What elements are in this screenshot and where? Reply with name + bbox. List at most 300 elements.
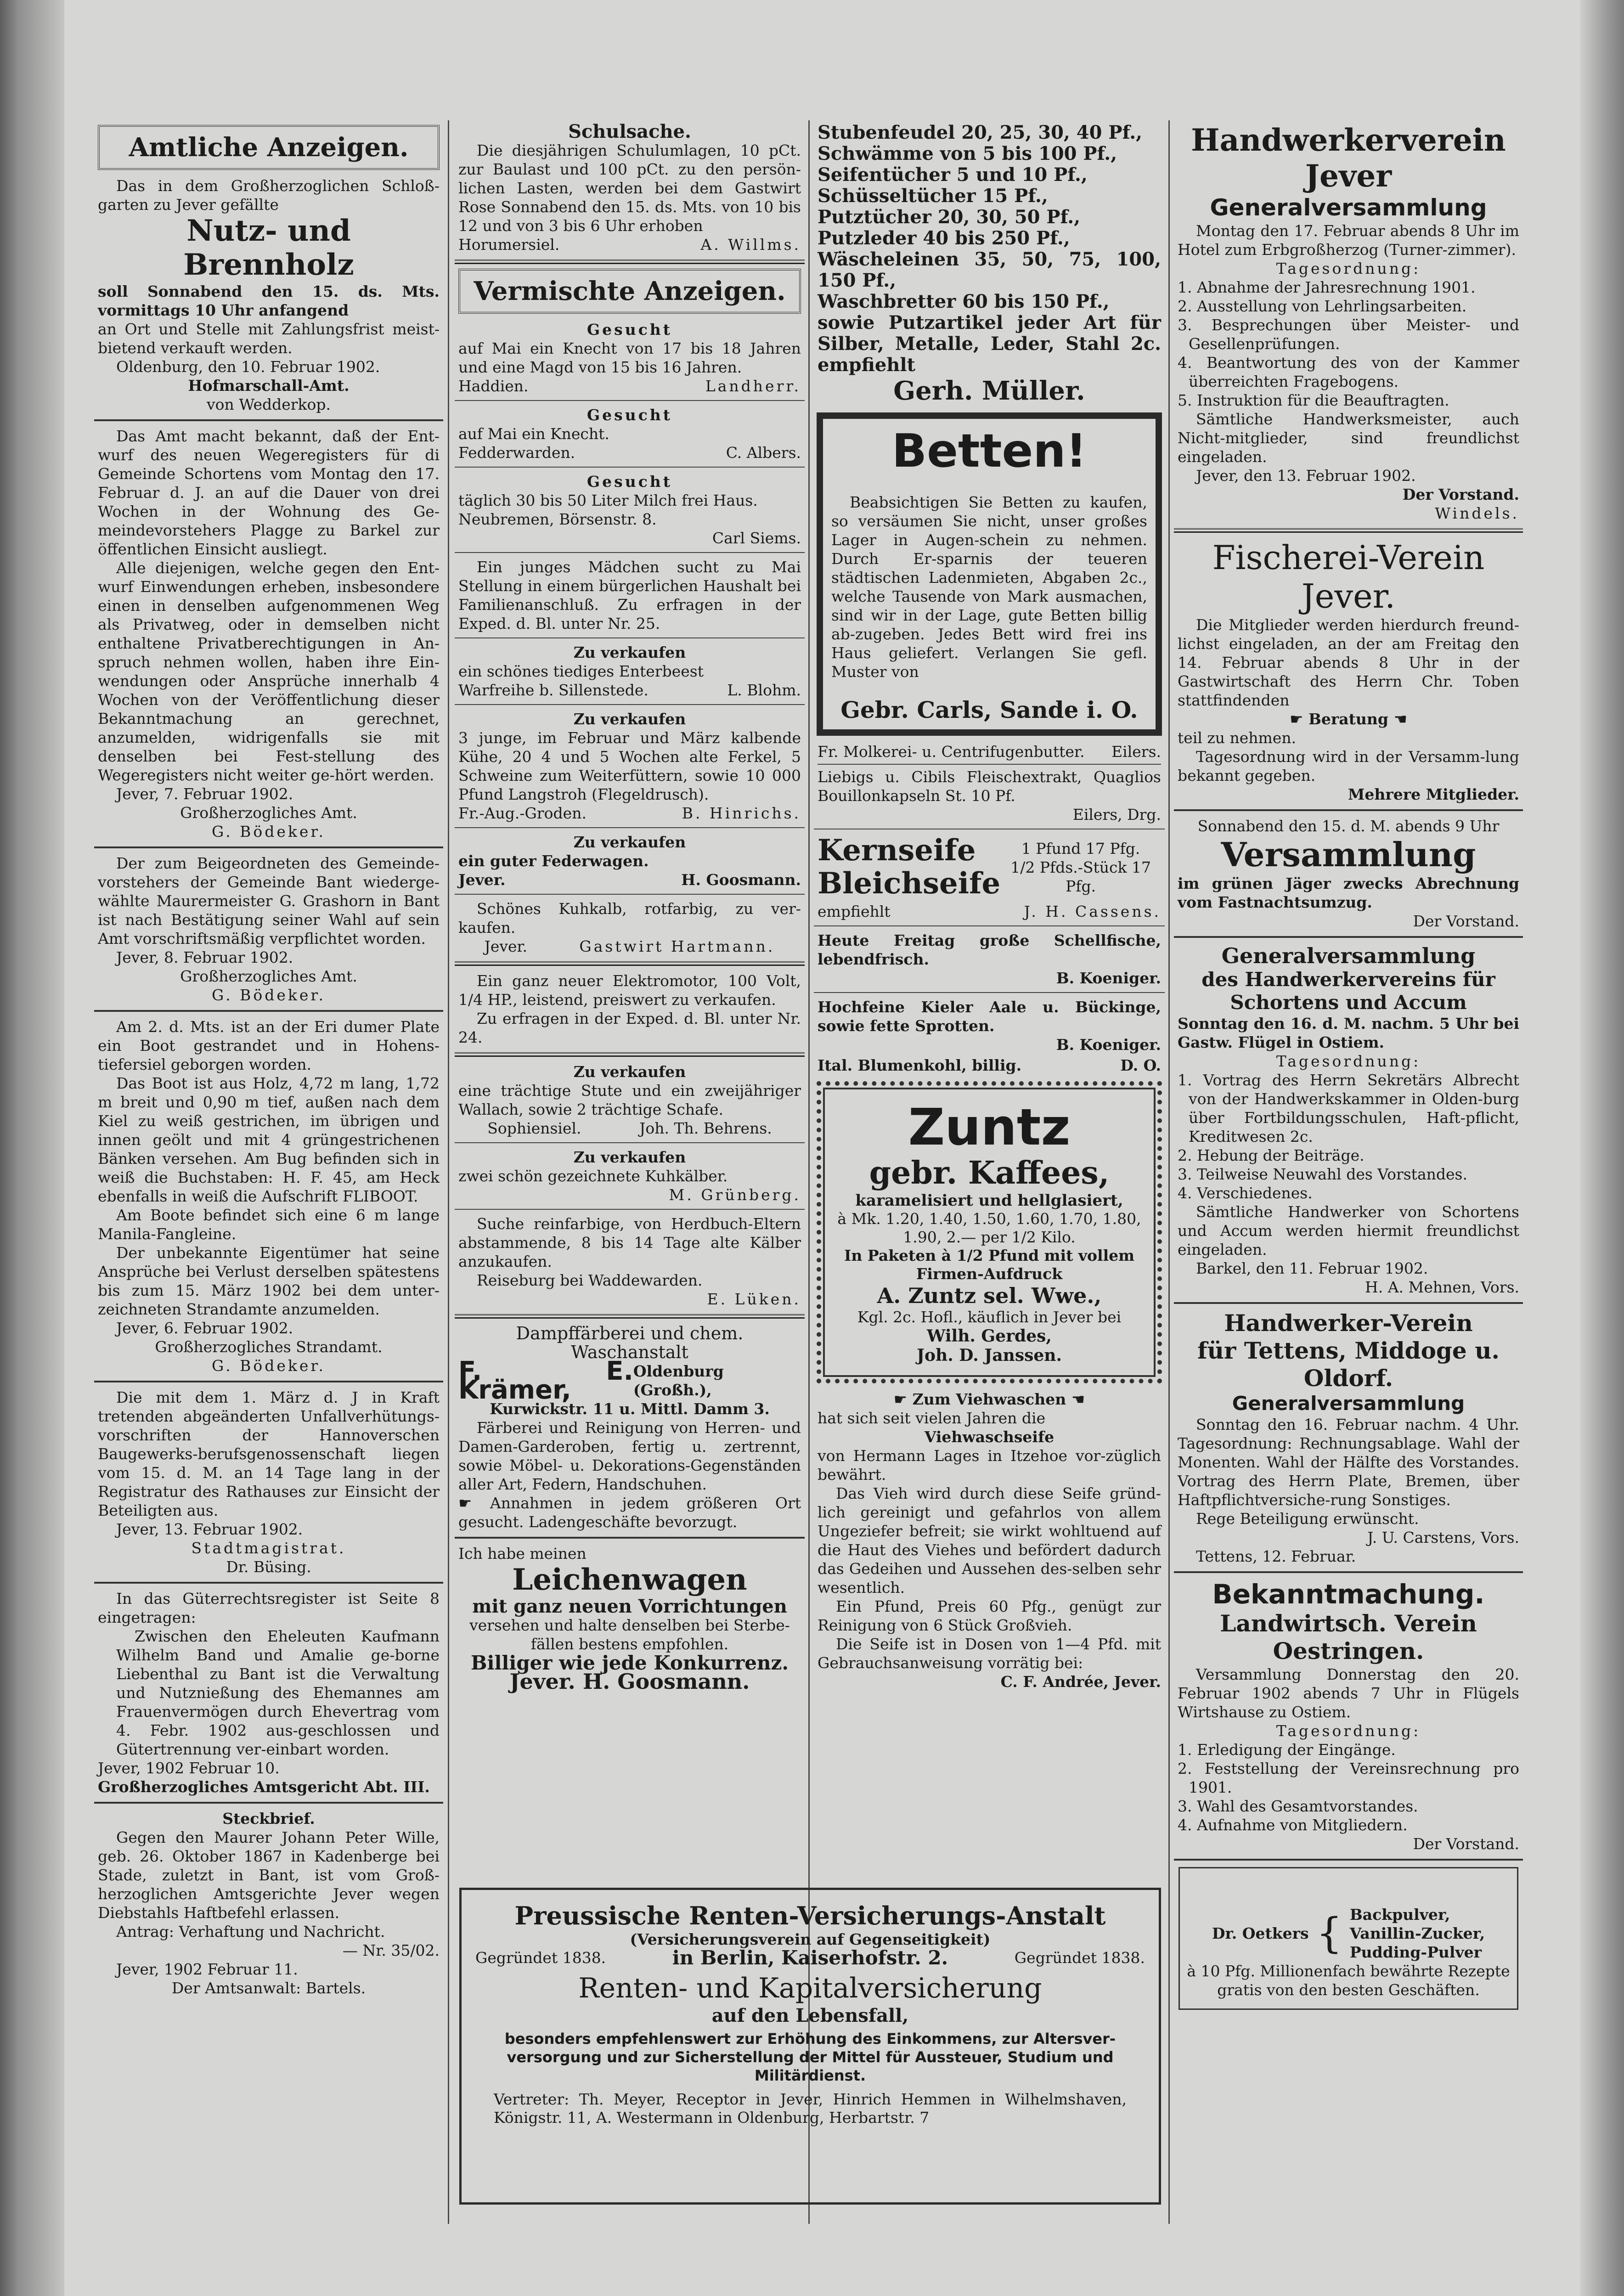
ad-steckbrief	[94, 1807, 443, 1999]
date: Jever, 8. Februar 1902.	[116, 948, 293, 966]
ad-schellfische	[814, 929, 1165, 989]
signature-row	[458, 377, 801, 395]
signature: Der Vorstand.	[1402, 485, 1519, 503]
text: Das in dem Großherzoglichen Schloß-garten zu Jever gefällte	[98, 177, 440, 214]
place: Sophiensiel.	[487, 1119, 581, 1137]
headline	[818, 1390, 1161, 1409]
signature: J. H. Cassens.	[1024, 903, 1161, 920]
text: ein schönes tiediges Enterbeest	[458, 662, 704, 680]
text: Schwämme von 5 bis 100 Pf.,	[818, 143, 1117, 164]
signature: Großherzogliches Amt.	[180, 804, 357, 822]
divider	[455, 637, 805, 638]
text: Versammlung Donnerstag den 20. Februar 1902 abends 7 Uhr in Flügels Wirtshause zu Ostiem.	[1178, 1665, 1519, 1721]
headline: Fischerei-Verein Jever.	[1212, 538, 1485, 615]
company-name: F. E. Krämer,	[458, 1356, 633, 1405]
signature: Stadtmagistrat.	[191, 1539, 346, 1557]
ad-unfall	[94, 1386, 443, 1578]
founded: Gegründet 1838.	[1014, 1949, 1145, 1967]
agenda-item: 1. Vortrag des Herrn Sekretärs Albrecht von der Handwerkskammer in Olden-burg über Fortbildungsschulen, Haft-pflicht, Kreditwesen 2c.	[1178, 1071, 1519, 1145]
text: Alle diejenigen, welche gegen den Ent-wurf Einwendungen erheben, insbesondere einen in denselben aufgenommenen Weg als Privatweg, oder in demselben nicht enthaltene Privatberechtigungen in An-spruch nehmen wollen, haben ihre Ein-wendungen oder Ansprüche innerhalb 4 Wochen von der Veröffentlichung dieser Bekanntmachung an gerechnet, anzumelden, widrigenfalls sie mit denselben bei Fest-stellung des Wegeregisters nicht weiter ge-hört werden.	[98, 559, 440, 784]
signature: Mehrere Mitglieder.	[1348, 785, 1519, 803]
divider	[455, 1314, 805, 1319]
subheadline: gebr. Kaffees,	[869, 1155, 1110, 1191]
text: Das Boot ist aus Holz, 4,72 m lang, 1,72 m breit und 0,90 m tief, außen nach dem Kiel zu weiß gestrichen, im übrigen und innen geölt und mit 4 grüngestrichenen Bänken versehen. Am Bug befinden sich in weiß die Buchstaben: H. F. 45, am Heck ebenfalls in weiß die Aufschrift FLIBOOT.	[98, 1074, 440, 1205]
text: Sämtliche Handwerksmeister, auch Nicht-mitglieder, sind freundlichst eingeladen.	[1178, 410, 1519, 466]
headline: Zu verkaufen	[573, 710, 686, 728]
signature: Landherr.	[705, 377, 801, 395]
text: besonders empfehlenswert zur Erhöhung des Einkommens, zur Altersver-versorgung und zur Sicherstellung der Mittel für Aussteuer, Studium und Militärdienst.	[504, 2030, 1116, 2084]
signature-row	[458, 804, 801, 823]
agenda-item: 4. Verschiedenes.	[1178, 1184, 1313, 1202]
text: Tagesordnung:	[1276, 1052, 1421, 1070]
ad-gesucht-2	[455, 404, 805, 464]
date: Jever, 7. Februar 1902.	[116, 785, 293, 803]
text: versehen und halte denselben bei Sterbe-fällen bestens empfohlen.	[469, 1616, 790, 1653]
divider	[455, 259, 805, 264]
headline: Zu verkaufen	[573, 643, 686, 661]
text: Beabsichtigen Sie Betten zu kaufen, so versäumen Sie nicht, unser großes Lager in Augen-schein zu nehmen. Durch Er-sparnis der teueren städtischen Ladenmieten, Abgaben 2c., welche Tausende von Mark ausmachen, sind wir in der Lage, gute Betten billig ab-zugeben. Jedes Bett wird frei ins Haus geliefert. Verlangen Sie gefl. Muster von	[831, 493, 1147, 681]
text: Der unbekannte Eigentümer hat seine Ansprüche bei Verlust derselben spätestens bis zum 15. März 1902 bei dem unter-zeichneten Strandamte anzumelden.	[98, 1244, 440, 1318]
divider	[455, 1142, 805, 1143]
prices: à Mk. 1.20, 1.40, 1.50, 1.60, 1.70, 1.80, 1.90, 2.— per 1/2 Kilo.	[837, 1210, 1141, 1246]
divider	[94, 419, 443, 421]
headline: Leichenwagen	[512, 1563, 747, 1597]
brand-name: Dr. Oetkers	[1212, 1924, 1309, 1942]
divider	[455, 400, 805, 401]
date: Oldenburg, den 10. Februar 1902.	[116, 358, 380, 376]
product-name: Viehwaschseife	[924, 1428, 1054, 1446]
amtliche-anzeigen-header: Amtliche Anzeigen.	[98, 125, 440, 170]
text: Ein Pfund, Preis 60 Pfg., genügt zur Reinigung von 6 Stück Großvieh.	[818, 1597, 1161, 1634]
name-row	[458, 1356, 801, 1405]
ad-leichenwagen	[455, 1542, 805, 1693]
founded: Gegründet 1838.	[475, 1949, 606, 1967]
divider	[94, 846, 443, 848]
signature: G. Bödeker.	[211, 986, 326, 1004]
text: eine trächtige Stute und ein zweijähriger Wallach, sowie 2 trächtige Schafe.	[458, 1082, 801, 1118]
column-rule	[448, 120, 449, 2224]
headline: Steckbrief.	[222, 1810, 315, 1828]
divider	[455, 1209, 805, 1210]
signature: B. Hinrichs.	[682, 804, 801, 822]
headline: Nutz- und Brennholz	[183, 214, 354, 282]
text: Die Seife ist in Dosen von 1—4 Pfd. mit Gebrauchsanweisung vorrätig bei:	[818, 1635, 1161, 1672]
text: 3 junge, im Februar und März kalbende Kühe, 20 4 und 5 Wochen alte Ferkel, 5 Schweine zum Weiterfüttern, sowie 10 000 Pfund Langstroh (Flegeldrusch).	[458, 729, 801, 803]
headline: Versammlung	[1221, 835, 1476, 874]
signature: Joh. Th. Behrens.	[639, 1119, 772, 1137]
signature: E. Lüken.	[707, 1290, 801, 1308]
ad-schulsache	[455, 120, 805, 256]
ad-boot	[94, 1015, 443, 1377]
pointing-hand-icon: ☛	[1289, 710, 1309, 728]
place: Haddien.	[458, 377, 529, 395]
address: Kurwickstr. 11 u. Mittl. Damm 3.	[490, 1400, 770, 1418]
ad-eilers	[814, 740, 1165, 826]
signature: C. F. Andrée, Jever.	[1000, 1673, 1161, 1691]
founded-row	[475, 1946, 1145, 1969]
ad-gueterrecht	[94, 1587, 443, 1798]
agenda-item: 5. Instruktion für die Beauftragten.	[1178, 391, 1449, 409]
text: Putztücher 20, 30, 50 Pf.,	[818, 206, 1081, 228]
signature: Eilers, Drg.	[1072, 806, 1161, 824]
headline: Zu verkaufen	[573, 833, 686, 851]
divider	[94, 1010, 443, 1012]
divider	[1174, 936, 1523, 938]
ad-gv-schortens	[1174, 942, 1523, 1298]
product-names	[818, 834, 1000, 900]
text: hat sich seit vielen Jahren die	[818, 1409, 1046, 1427]
text: Tagesordnung:	[1276, 1722, 1421, 1740]
column-1	[94, 120, 443, 2233]
ad-handwerkerverein-jever	[1174, 120, 1523, 525]
place: Warfreihe b. Sillenstede.	[458, 681, 648, 699]
ad-verkaufen-6	[455, 1146, 805, 1206]
text: Gegen den Maurer Johann Peter Wille, geb. 26. Oktober 1867 in Kadenberge bei Stade, zuletzt in Bant, ist vom Groß-herzoglichen Amtsgerichte Jever wegen Diebstahls Haftbefehl erlassen.	[98, 1828, 440, 1922]
text-row	[458, 1494, 801, 1531]
text: Heute Freitag große Schellfische, lebendfrisch.	[818, 931, 1161, 968]
signature: J. U. Carstens, Vors.	[1367, 1529, 1519, 1546]
text: Beratung	[1308, 710, 1388, 728]
text-row	[1178, 710, 1519, 728]
signature: Gastwirt Hartmann.	[579, 937, 775, 955]
signature: Carl Siems.	[712, 529, 801, 547]
text: teil zu nehmen.	[1178, 729, 1297, 747]
text: Suche reinfarbige, von Herdbuch-Eltern abstammende, 8 bis 14 Tage alte Kälber anzukaufen.	[458, 1215, 801, 1270]
divider	[455, 894, 805, 895]
price: 1/2 Pfds.-Stück 17 Pfg.	[1010, 858, 1151, 895]
text: auf Mai ein Knecht.	[458, 425, 609, 443]
divider	[1174, 1302, 1523, 1304]
ad-brennholz	[94, 175, 443, 416]
column-4	[1174, 120, 1523, 2233]
date: Tettens, 12. Februar.	[1196, 1547, 1356, 1565]
product-name: Bleichseife	[818, 866, 1001, 901]
text: Antrag: Verhaftung und Nachricht.	[116, 1923, 385, 1941]
prices	[1000, 839, 1161, 896]
vermischte-anzeigen-header: Vermischte Anzeigen.	[458, 269, 801, 314]
divider	[455, 961, 805, 966]
text: — Nr. 35/02.	[342, 1941, 440, 1959]
signature: Eilers.	[1111, 743, 1161, 761]
agenda-item: 3. Teilweise Neuwahl des Vorstandes.	[1178, 1165, 1467, 1183]
text: Dampffärberei und chem. Waschanstalt	[516, 1323, 744, 1362]
divider	[455, 1052, 805, 1057]
ad-kuhkalb	[455, 897, 805, 958]
signature: G. Bödeker.	[211, 1357, 326, 1375]
subheadline: Generalversammlung	[1210, 194, 1487, 221]
text: Montag den 17. Februar abends 8 Uhr im Hotel zum Erbgroßherzog (Turner-zimmer).	[1178, 222, 1519, 259]
text: karamelisiert und hellglasiert,	[855, 1191, 1123, 1210]
signature: L. Blohm.	[727, 681, 801, 699]
ad-elektromotor	[455, 970, 805, 1049]
text: von Hermann Lages in Itzehoe vor-züglich bewährt.	[818, 1447, 1161, 1484]
text: Annahmen in jedem größeren Ort gesucht. Ladengeschäfte bevorzugt.	[458, 1494, 801, 1531]
pointing-hand-icon: ☛	[893, 1390, 913, 1408]
signature-row	[458, 681, 801, 700]
signature: Hofmarschall-Amt.	[188, 377, 350, 395]
divider	[1174, 528, 1523, 533]
signature: Windels.	[1435, 504, 1519, 522]
text: Ein junges Mädchen sucht zu Mai Stellung in einem bürgerlichen Haushalt bei Familienanschluß. Zu erfragen in der Exped. d. Bl. unter Nr. 25.	[458, 558, 801, 632]
headline: Zuntz	[908, 1098, 1071, 1156]
text: Sonnabend den 15. d. M. abends 9 Uhr	[1197, 817, 1500, 835]
signature: H. Goosmann.	[681, 871, 801, 889]
divider	[94, 1582, 443, 1584]
price: 1 Pfund 17 Pfg.	[1021, 839, 1140, 857]
signature: Der Vorstand.	[1413, 912, 1519, 930]
text-row	[818, 742, 1161, 761]
date: Jever, 1902 Februar 10.	[98, 1759, 280, 1777]
headline: Schulsache.	[568, 121, 691, 142]
date: Barkel, den 11. Februar 1902.	[1196, 1259, 1428, 1277]
headline: Bekanntmachung.	[1212, 1579, 1485, 1610]
text: im grünen Jäger zwecks Abrechnung vom Fastnachtsumzug.	[1178, 874, 1519, 911]
dealer: Joh. D. Janssen.	[917, 1346, 1062, 1365]
text: Ital. Blumenkohl, billig.	[818, 1056, 1022, 1074]
signature: Dr. Büsing.	[226, 1558, 311, 1576]
ad-verkaufen-1	[455, 641, 805, 701]
signature: M. Grünberg.	[669, 1186, 801, 1204]
location: Oldenburg (Großh.),	[633, 1362, 724, 1399]
ad-fischerei-verein	[1174, 536, 1523, 806]
ad-kraemer	[455, 1322, 805, 1533]
ad-aale	[814, 996, 1165, 1056]
text: Ein ganz neuer Elektromotor, 100 Volt, 1/4 HP., leistend, preiswert zu verkaufen.	[458, 972, 801, 1009]
signature-row	[458, 443, 801, 462]
ad-kernseife	[814, 832, 1165, 902]
text: Hochfeine Kieler Aale u. Bückinge, sowie fette Sprotten.	[818, 998, 1161, 1035]
dealer: Wilh. Gerdes,	[927, 1326, 1052, 1346]
divider	[1174, 1859, 1523, 1861]
agenda-item: 1. Abnahme der Jahresrechnung 1901.	[1178, 278, 1476, 296]
product-list	[1350, 1905, 1485, 1962]
signature: H. A. Mehnen, Vors.	[1365, 1278, 1519, 1296]
text: Ich habe meinen	[458, 1545, 586, 1563]
ad-zuntz	[817, 1081, 1162, 1383]
divider	[94, 1381, 443, 1382]
headline: Zu verkaufen	[573, 1063, 686, 1081]
ad-verkaufen-3	[455, 831, 805, 891]
text: soll Sonnabend den 15. ds. Mts. vormittags 10 Uhr anfangend	[98, 282, 440, 319]
ad-gesucht-1	[455, 318, 805, 397]
text: Am 2. d. Mts. ist an der Eri dumer Plate ein Boot gestrandet und in Hohens-tiefersiel geborgen worden.	[98, 1018, 440, 1073]
agenda-item: 4. Beantwortung des von der Kammer überreichten Fragebogens.	[1178, 354, 1519, 390]
text: mit ganz neuen Vorrichtungen	[472, 1596, 787, 1617]
ad-renten-versicherung	[459, 1888, 1161, 2205]
subheadline: Landwirtsch. Verein Oestringen.	[1220, 1610, 1477, 1664]
place: Fr.-Aug.-Groden.	[458, 804, 586, 822]
subheadline: für Tettens, Middoge u. Oldorf.	[1197, 1337, 1500, 1392]
signature: Großherzogliches Strandamt.	[155, 1338, 383, 1356]
signature: Der Amtsanwalt: Bartels.	[171, 1979, 366, 1997]
signature: Der Vorstand.	[1413, 1835, 1519, 1853]
signature: Gebr. Carls, Sande i. O.	[840, 696, 1138, 723]
ad-bekanntmachung	[1174, 1577, 1523, 1855]
divider	[814, 925, 1165, 926]
divider	[455, 552, 805, 553]
text: Zwischen den Eheleuten Kaufmann Wilhelm Band und Amalie ge-borne Liebenthal zu Bant ist die Verwaltung und Nutznießung des Ehemannes am Frauenvermögen durch Ehevertrag vom 4. Febr. 1902 aus-geschlossen und Gütertrennung ver-einbart worden.	[116, 1627, 440, 1758]
text: Stubenfeudel 20, 25, 30, 40 Pf.,	[818, 122, 1143, 143]
signature: B. Koeniger.	[1056, 969, 1161, 987]
pointing-hand-icon: ☛	[458, 1494, 490, 1512]
divider	[455, 467, 805, 468]
signature: B. Koeniger.	[1056, 1036, 1161, 1054]
headline: Renten- und Kapitalversicherung	[578, 1972, 1042, 2004]
signature-row	[458, 937, 801, 956]
place: Jever.	[458, 871, 506, 889]
headline: Gesucht	[586, 321, 673, 338]
text: auf Mai ein Knecht von 17 bis 18 Jahren und eine Magd von 15 bis 16 Jahren.	[458, 339, 801, 376]
text: ein guter Federwagen.	[458, 852, 649, 870]
divider	[818, 764, 1161, 765]
text: Das Amt macht bekannt, daß der Ent-wurf des neuen Wegeregisters für di Gemeinde Schortens vom Montag den 17. Februar d. J. an auf die Dauer von drei Wochen in der Wohnung des Ge-meindevorstehers Plagge zu Barkel zur öffentlichen Einsicht ausliegt.	[98, 427, 440, 558]
ad-viehwaschen	[814, 1388, 1165, 1693]
agenda-item: 3. Besprechungen über Meister- und Gesellenprüfungen.	[1178, 316, 1519, 353]
text: In Paketen à 1/2 Pfund mit vollem Firmen-Aufdruck	[844, 1247, 1135, 1283]
text: Sonntag den 16. d. M. nachm. 5 Uhr bei Gastw. Flügel in Ostiem.	[1178, 1015, 1519, 1051]
kernseife-footer	[814, 902, 1165, 923]
agents: Vertreter: Th. Meyer, Receptor in Jever, Hinrich Hemmen in Wilhelmshaven, Königstr. 11, A. Westermann in Oldenburg, Herbartstr. 7	[494, 2090, 1127, 2127]
divider	[1174, 1571, 1523, 1573]
place: Jever.	[484, 937, 528, 955]
text: Schüsseltücher 15 Pf.,	[818, 185, 1048, 207]
signature-row	[458, 870, 801, 889]
product: Vanillin-Zucker,	[1349, 1924, 1485, 1942]
text: Die mit dem 1. März d. J in Kraft tretenden abgeänderten Unfallverhütungs-vorschriften der Hannoverschen Baugewerks-berufsgenossenschaft liegen vom 15. d. M. an 14 Tage lang in der Registratur des Rathauses zur Einsicht der Beteiligten aus.	[98, 1388, 440, 1519]
firm: A. Zuntz sel. Wwe.,	[877, 1283, 1102, 1308]
signature: von Wedderkop.	[206, 395, 331, 413]
date: Jever, 1902 Februar 11.	[116, 1960, 298, 1978]
signature-row	[458, 235, 801, 254]
ad-verkaufen-2	[455, 708, 805, 824]
subheadline: Generalversammlung	[1232, 1392, 1465, 1415]
agenda-item: 4. Aufnahme von Mitgliedern.	[1178, 1816, 1408, 1834]
headline: Generalversammlung	[1221, 943, 1476, 968]
text: Tagesordnung wird in der Versamm-lung bekannt gegeben.	[1178, 748, 1519, 784]
divider	[1174, 809, 1523, 811]
text: Die diesjährigen Schulumlagen, 10 pCt. zur Baulast und 100 pCt. zu den persön-lichen Lasten, werden bei dem Gastwirt Rose Sonnabend den 15. ds. Mts. von 10 bis 12 und von 3 bis 6 Uhr erhoben	[458, 141, 801, 235]
brace-icon: {	[1316, 1909, 1342, 1958]
text: Schönes Kuhkalb, rotfarbig, zu ver-kaufen.	[458, 900, 801, 936]
signature: C. Albers.	[726, 444, 801, 462]
product: Pudding-Pulver	[1349, 1943, 1482, 1961]
headline-text: Zum Viehwaschen	[912, 1390, 1066, 1408]
ad-oetker	[1179, 1867, 1518, 2010]
divider	[455, 704, 805, 705]
signature: Großherzogliches Amtsgericht Abt. III.	[98, 1778, 430, 1796]
ad-beigeordneter	[94, 852, 443, 1006]
ad-blumenkohl	[814, 1056, 1165, 1077]
text: Der zum Beigeordneten des Gemeinde-vorstehers der Gemeinde Bant wiederge-wählte Maurermeister G. Grashorn in Bant ist nach Bestätigung seiner Wahl auf sein Amt vorschriftsmäßig verpflichtet worden.	[98, 854, 440, 948]
agenda-item: 1. Erledigung der Eingänge.	[1178, 1741, 1396, 1759]
pointing-hand-icon: ☚	[1388, 710, 1408, 728]
signature-row	[458, 1119, 801, 1138]
address: in Berlin, Kaiserhofstr. 2.	[672, 1946, 948, 1969]
signature: Großherzogliches Amt.	[180, 967, 357, 985]
text: Rege Beteiligung erwünscht.	[1196, 1510, 1419, 1528]
date: Jever, 6. Februar 1902.	[116, 1319, 293, 1337]
ad-maedchen	[455, 556, 805, 635]
divider	[814, 992, 1165, 993]
signature: A. Willms.	[700, 236, 801, 254]
headline: Handwerker-Verein	[1224, 1309, 1473, 1337]
agenda-item: 2. Feststellung der Vereinsrechnung pro 1901.	[1178, 1760, 1519, 1796]
date: Jever, 13. Februar 1902.	[116, 1520, 303, 1538]
divider	[455, 1537, 805, 1539]
signature: D. O.	[1120, 1056, 1161, 1074]
text: Waschbretter 60 bis 150 Pf.,	[818, 291, 1110, 312]
text: Sämtliche Handwerker von Schortens und Accum werden hiermit freundlichst eingeladen.	[1178, 1203, 1519, 1258]
text: Billiger wie jede Konkurrenz.	[471, 1652, 789, 1674]
page-edge	[1580, 0, 1624, 2296]
signature: G. Bödeker.	[211, 823, 326, 841]
text: Liebigs u. Cibils Fleischextrakt, Quaglios Bouillonkapseln St. 10 Pf.	[818, 768, 1161, 805]
place: Fedderwarden.	[458, 444, 575, 462]
headline: Zu verkaufen	[573, 1148, 686, 1166]
headline: Handwerkerverein Jever	[1191, 122, 1506, 194]
text: Tagesordnung:	[1276, 259, 1421, 277]
agenda-item: 2. Hebung der Beiträge.	[1178, 1146, 1365, 1164]
headline: Betten!	[891, 424, 1087, 478]
text: Kgl. 2c. Hofl., käuflich in Jever bei	[857, 1308, 1122, 1326]
column-rule	[1168, 120, 1170, 2224]
subheadline: auf den Lebensfall,	[711, 2005, 909, 2026]
divider	[94, 1802, 443, 1804]
text: Putzleder 40 bis 250 Pf.,	[818, 227, 1070, 249]
text: an Ort und Stelle mit Zahlungsfrist meist-bietend verkauft werden.	[98, 320, 440, 357]
text: Sonntag den 16. Februar nachm. 4 Uhr. Tagesordnung: Rechnungsablage. Wahl der Monenten. Wahl der Hälfte des Vorstandes. Vortrag des Herrn Plate, Bremen, über Haftpflichtversiche-rung Sonstiges.	[1178, 1416, 1519, 1509]
text: Das Vieh wird durch diese Seife gründ-lich gereinigt und gefahrlos von allem Ungeziefer befreit; sie wirkt wohltuend auf die Haut des Viehes und befördert dadurch das Gedeihen und Aussehen des-selben sehr wesentlich.	[818, 1484, 1161, 1596]
place: Horumersiel.	[458, 236, 560, 254]
text: Färberei und Reinigung von Herren- und Damen-Garderoben, fertig u. zertrennt, sowie Möbel- u. Dekorations-Gegenständen aller Art, Federn, Handschuhen.	[458, 1419, 801, 1493]
text: Wäscheleinen 35, 50, 75, 100, 150 Pf.,	[818, 248, 1161, 291]
ad-gesucht-3	[455, 470, 805, 549]
ad-handwerker-tettens	[1174, 1308, 1523, 1568]
text: zwei schön gezeichnete Kuhkälber.	[458, 1167, 728, 1185]
text: Zu erfragen in der Exped. d. Bl. unter Nr. 24.	[458, 1010, 801, 1046]
text: à 10 Pfg. Millionenfach bewährte Rezepte gratis von den besten Geschäften.	[1187, 1962, 1510, 1999]
text: Am Boote befindet sich eine 6 m lange Manila-Fangleine.	[98, 1206, 440, 1243]
place: Reiseburg bei Waddewarden.	[477, 1271, 703, 1289]
signature: Gerh. Müller.	[893, 376, 1085, 406]
agenda-item: 2. Ausstellung von Lehrlingsarbeiten.	[1178, 297, 1467, 315]
subheadline: (Versicherungsverein auf Gegenseitigkeit)	[630, 1930, 991, 1948]
text: Seifentücher 5 und 10 Pf.,	[818, 164, 1088, 186]
headline: Gesucht	[586, 473, 673, 491]
ad-mueller	[814, 120, 1165, 408]
product-name: Kernseife	[818, 833, 976, 868]
ad-wegeregister	[94, 425, 443, 843]
subheadline: des Handwerkervereins für Schortens und Accum	[1201, 968, 1495, 1014]
divider	[455, 827, 805, 828]
text: sowie Putzartikel jeder Art für Silber, Metalle, Leder, Stahl 2c. empfiehlt	[818, 312, 1161, 376]
oetker-row	[1186, 1905, 1511, 1962]
product: Backpulver,	[1349, 1906, 1450, 1924]
text: Fr. Molkerei- u. Centrifugenbutter.	[818, 743, 1085, 761]
signature: Jever. H. Goosmann.	[509, 1669, 750, 1694]
agenda-item: 3. Wahl des Gesamtvorstandes.	[1178, 1797, 1418, 1815]
text: Die Mitglieder werden hierdurch freund-lichst eingeladen, an der am Freitag den 14. Februar abends 8 Uhr in der Gastwirtschaft des Herrn Chr. Toben stattfindenden	[1178, 616, 1519, 709]
ad-betten	[817, 412, 1162, 736]
ad-kaelber	[455, 1213, 805, 1310]
text: täglich 30 bis 50 Liter Milch frei Haus.	[458, 491, 758, 509]
text: In das Güterrechtsregister ist Seite 8 eingetragen:	[98, 1590, 440, 1626]
text: Neubremen, Börsenstr. 8.	[458, 510, 657, 528]
pointing-hand-icon: ☚	[1066, 1390, 1085, 1408]
text: empfiehlt	[818, 903, 891, 920]
ad-verkaufen-5	[455, 1061, 805, 1140]
ad-versammlung	[1174, 815, 1523, 932]
